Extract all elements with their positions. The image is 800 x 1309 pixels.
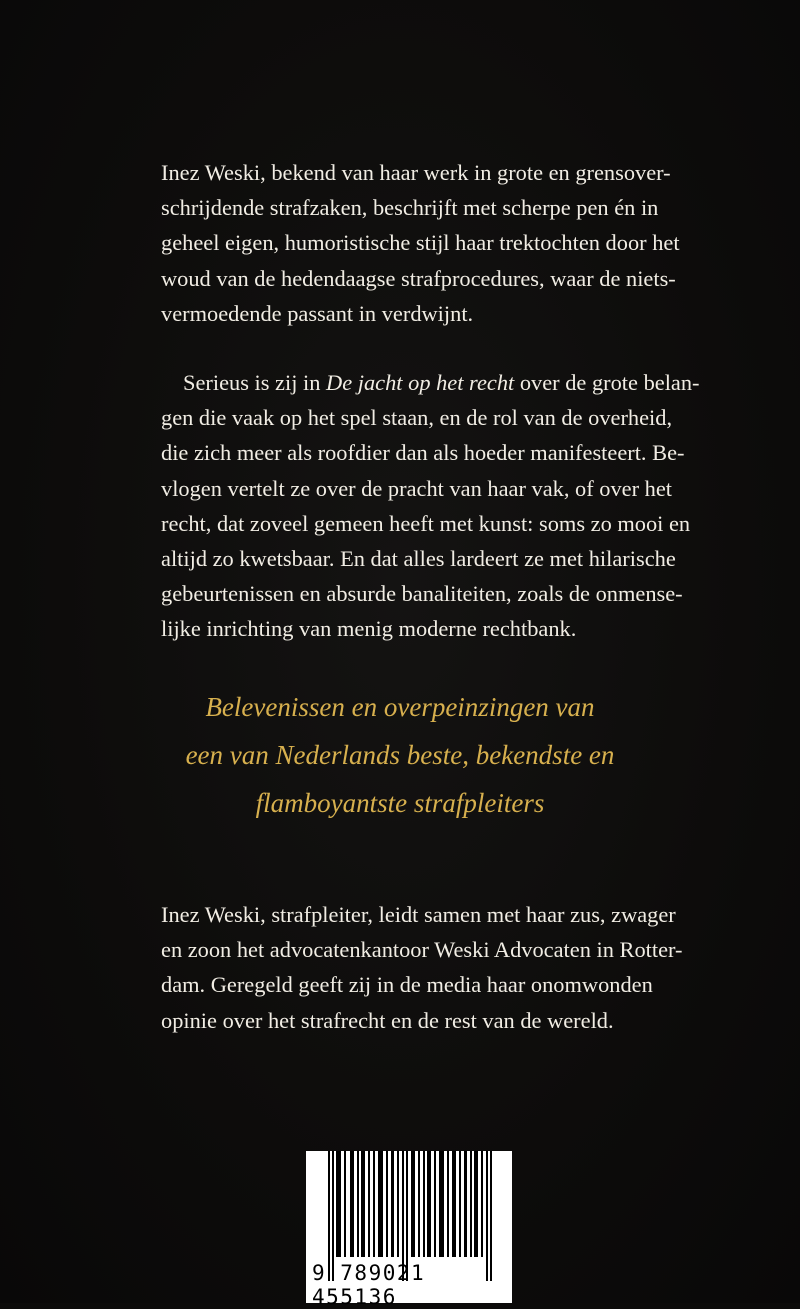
text-line: dam. Geregeld geeft zij in de media haar onomwonden xyxy=(161,972,653,998)
text-line: en zoon het advocatenkantoor Weski Advocaten in Rotter- xyxy=(161,937,683,963)
description-paragraph-1 xyxy=(161,155,680,331)
isbn-barcode xyxy=(306,1151,512,1309)
book-title-reference: De jacht op het recht xyxy=(326,370,515,395)
description-paragraph-2 xyxy=(161,365,700,647)
text-fragment: Serieus is zij in xyxy=(183,370,327,395)
text-line: vermoedende passant in verdwijnt. xyxy=(161,300,474,326)
tagline xyxy=(150,683,650,827)
tagline-line: een van Nederlands beste, bekendste en xyxy=(185,740,615,770)
text-fragment: over de grote belan- xyxy=(514,370,700,395)
tagline-line: Belevenissen en overpeinzingen van xyxy=(205,692,595,722)
text-line: schrijdende strafzaken, beschrijft met scherpe pen én in xyxy=(161,195,659,221)
text-line: gebeurtenissen en absurde banaliteiten, zoals de onmense- xyxy=(161,581,683,607)
text-line-with-title xyxy=(161,365,700,400)
text-line: lijke inrichting van menig moderne rechtbank. xyxy=(161,616,577,642)
isbn-number: 9 789021 455136 xyxy=(312,1261,426,1309)
text-line: geheel eigen, humoristische stijl haar trektochten door het xyxy=(161,230,680,256)
text-line: recht, dat zoveel gemeen heeft met kunst: soms zo mooi en xyxy=(161,510,691,536)
text-line: woud van de hedendaagse strafprocedures, waar de niets- xyxy=(161,265,676,291)
text-line: vlogen vertelt ze over de pracht van haar vak, of over het xyxy=(161,475,673,501)
text-line: altijd zo kwetsbaar. En dat alles lardeert ze met hilarische xyxy=(161,545,676,571)
text-line: Inez Weski, bekend van haar werk in grote en grensover- xyxy=(161,160,671,185)
text-line: die zich meer als roofdier dan als hoeder manifesteert. Be- xyxy=(161,440,685,466)
author-bio xyxy=(161,897,683,1038)
text-line: opinie over het strafrecht en de rest van de wereld. xyxy=(161,1007,614,1033)
tagline-line: flamboyantste strafpleiters xyxy=(255,788,545,818)
text-line: Inez Weski, strafpleiter, leidt samen met haar zus, zwager xyxy=(161,902,676,927)
text-line: gen die vaak op het spel staan, en de rol van de overheid, xyxy=(161,405,673,431)
